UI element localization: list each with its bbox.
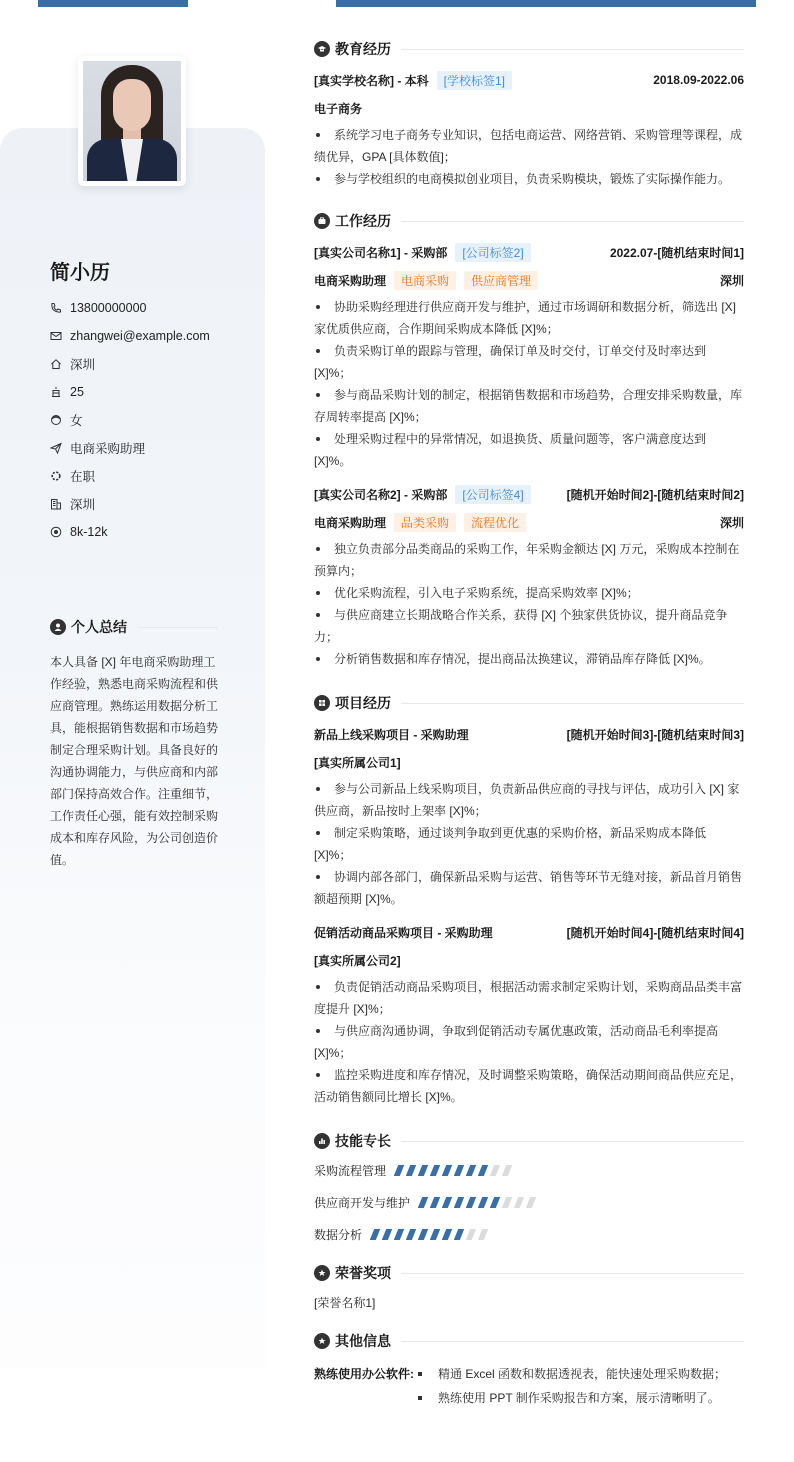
phone-value: 13800000000 [70, 301, 147, 315]
info-salary [50, 518, 210, 546]
top-accent-bar-left [38, 0, 188, 7]
project-period: [随机开始时间3]-[随机结束时间3] [566, 727, 744, 742]
skill-name: 数据分析 [314, 1227, 363, 1242]
skill-segment [526, 1197, 536, 1208]
honors-title-text: 荣誉奖项 [335, 1265, 391, 1281]
project-entry [314, 918, 744, 1108]
list-item: 精通 Excel 函数和数据透视表，能快速处理采购数据； [418, 1362, 726, 1386]
major: 电子商务 [314, 101, 363, 116]
skill-segment [442, 1197, 452, 1208]
divider [401, 1341, 744, 1342]
skills-heading [314, 1130, 744, 1152]
list-item: 优化采购流程，引入电子采购系统，提高采购效率 [X]%； [314, 582, 744, 604]
mail-icon [50, 330, 62, 342]
list-item: 与供应商沟通协调，争取到促销活动专属优惠政策，活动商品毛利率提高 [X]%； [314, 1024, 719, 1060]
divider [401, 49, 744, 50]
skill-level-bar [372, 1229, 492, 1240]
job-period: 2022.07-[随机结束时间1] [609, 245, 744, 260]
skill-tag: 电商采购 [394, 271, 456, 290]
list-item: 参与学校组织的电商模拟创业项目，负责采购模块，锻炼了实际操作能力。 [314, 168, 744, 190]
projects-title-text: 项目经历 [335, 695, 391, 711]
list-item: 分析销售数据和库存情况，提出商品汰换建议，滞销品库存降低 [X]%。 [314, 648, 744, 670]
skill-segment [454, 1165, 464, 1176]
education-entry-header [314, 66, 744, 94]
skill-level-bar [420, 1197, 540, 1208]
city-value: 深圳 [70, 498, 96, 512]
project-period: [随机开始时间4]-[随机结束时间4] [566, 925, 744, 940]
skill-tag: 流程优化 [464, 513, 526, 532]
skill-row [314, 1218, 744, 1250]
info-email [50, 322, 210, 350]
project-name: 新品上线采购项目 - 采购助理 [314, 727, 469, 742]
job-header [314, 238, 744, 266]
summary-title-text: 个人总结 [71, 619, 127, 635]
skill-segment [418, 1229, 428, 1240]
info-status [50, 462, 210, 490]
project-bullets [314, 778, 744, 910]
education-title-text: 教育经历 [335, 41, 391, 57]
summary-heading [50, 617, 218, 637]
list-item: 监控采购进度和库存情况，及时调整采购策略，确保活动期间商品供应充足，活动销售额同比增长 [X]%。 [314, 1068, 743, 1104]
skill-segment [454, 1229, 464, 1240]
list-item: 制定采购策略，通过谈判争取到更优惠的采购价格，新品采购成本降低 [X]%； [314, 826, 707, 862]
bar-chart-icon [314, 1133, 330, 1149]
skill-segment [466, 1165, 476, 1176]
list-item: 负责采购订单的跟踪与管理，确保订单及时交付，订单交付及时率达到 [X]%； [314, 344, 707, 380]
education-heading [314, 38, 744, 60]
skill-segment [466, 1229, 476, 1240]
grid-icon [314, 695, 330, 711]
school-name: [真实学校名称] - 本科 [314, 73, 429, 88]
avatar [78, 56, 186, 186]
skill-segment [490, 1197, 500, 1208]
project-header [314, 918, 744, 946]
info-position [50, 434, 210, 462]
skill-row [314, 1154, 744, 1186]
skill-segment [514, 1197, 524, 1208]
job-bullets [314, 538, 744, 670]
list-item: 处理采购过程中的异常情况，如退换货、质量问题等，客户满意度达到 [X]%。 [314, 432, 707, 468]
skill-segment [418, 1197, 428, 1208]
divider [401, 1141, 744, 1142]
skills-title-text: 技能专长 [335, 1133, 391, 1149]
divider [401, 1273, 744, 1274]
education-period: 2018.09-2022.06 [653, 73, 744, 87]
list-item: 与供应商建立长期战略合作关系，获得 [X] 个独家供货协议，提升商品竞争力； [314, 608, 728, 644]
skill-row [314, 1186, 744, 1218]
send-icon [50, 442, 62, 454]
main-content [314, 38, 744, 1410]
skill-segment [502, 1197, 512, 1208]
status-icon [50, 470, 62, 482]
project-company: [真实所属公司1] [314, 755, 401, 770]
skill-segment [418, 1165, 428, 1176]
job-entry [314, 480, 744, 670]
other-label: 熟练使用办公软件: [314, 1367, 414, 1381]
skill-segment [394, 1165, 404, 1176]
salary-value: 8k-12k [70, 525, 108, 539]
skill-segment [430, 1229, 440, 1240]
education-bullets [314, 124, 744, 190]
info-home [50, 350, 210, 378]
info-age [50, 378, 210, 406]
age-icon [50, 386, 62, 398]
project-name: 促销活动商品采购项目 - 采购助理 [314, 925, 493, 940]
skill-level-bar [396, 1165, 516, 1176]
status-value: 在职 [70, 470, 96, 484]
skill-segment [430, 1165, 440, 1176]
skill-segment [466, 1197, 476, 1208]
salary-icon [50, 526, 62, 538]
info-city [50, 490, 210, 518]
top-accent-bar-right [336, 0, 756, 7]
project-company: [真实所属公司2] [314, 953, 401, 968]
other-list [418, 1362, 726, 1410]
list-item: 负责促销活动商品采购项目，根据活动需求制定采购计划，采购商品品类丰富度提升 [X]%； [314, 980, 743, 1016]
info-phone [50, 294, 210, 322]
summary-text: 本人具备 [X] 年电商采购助理工作经验，熟悉电商采购流程和供应商管理。熟练运用数据分析工具，能根据销售数据和市场趋势制定合理采购计划。具备良好的沟通协调能力，与供应商和内部部门保持高效合作。注重细节，工作责任心强，能有效控制采购成本和库存风险，为公司创造价值。 [50, 655, 219, 867]
graduation-cap-icon [314, 41, 330, 57]
skill-segment [478, 1229, 488, 1240]
skill-segment [382, 1229, 392, 1240]
school-tag: [学校标签1] [437, 71, 512, 90]
contact-info-list [50, 294, 210, 546]
award-icon [314, 1333, 330, 1349]
skill-segment [406, 1229, 416, 1240]
skill-segment [490, 1165, 500, 1176]
work-title-text: 工作经历 [335, 213, 391, 229]
skill-tag: 供应商管理 [464, 271, 538, 290]
projects-heading [314, 692, 744, 714]
email-value: zhangwei@example.com [70, 329, 210, 343]
other-title-text: 其他信息 [335, 1333, 391, 1349]
job-entry [314, 238, 744, 472]
company-tag: [公司标签2] [455, 243, 530, 262]
job-location: 深圳 [719, 273, 744, 288]
project-entry [314, 720, 744, 910]
honors-heading [314, 1262, 744, 1284]
job-bullets [314, 296, 744, 472]
briefcase-icon [314, 213, 330, 229]
award-icon [314, 1265, 330, 1281]
skill-segment [454, 1197, 464, 1208]
job-role-row [314, 266, 744, 294]
list-item: 参与商品采购计划的制定，根据销售数据和市场趋势，合理安排采购数量，库存周转率提高 [X]%； [314, 388, 743, 424]
user-icon [50, 619, 66, 635]
profile-photo [83, 61, 181, 181]
other-heading [314, 1330, 744, 1352]
age-value: 25 [70, 385, 84, 399]
divider [401, 221, 744, 222]
company-name: [真实公司名称1] - 采购部 [314, 245, 448, 260]
project-bullets [314, 976, 744, 1108]
skill-segment [442, 1229, 452, 1240]
job-location: 深圳 [719, 515, 744, 530]
list-item: 独立负责部分品类商品的采购工作，年采购金额达 [X] 万元，采购成本控制在预算内； [314, 542, 740, 578]
skill-segment [502, 1165, 512, 1176]
skill-segment [394, 1229, 404, 1240]
company-name: [真实公司名称2] - 采购部 [314, 487, 448, 502]
info-gender [50, 406, 210, 434]
home-value: 深圳 [70, 358, 96, 372]
skill-segment [442, 1165, 452, 1176]
other-info-row [314, 1362, 744, 1410]
company-tag: [公司标签4] [455, 485, 530, 504]
skill-tag: 品类采购 [394, 513, 456, 532]
project-header [314, 720, 744, 748]
project-company-row [314, 748, 744, 776]
list-item: 系统学习电子商务专业知识，包括电商运营、网络营销、采购管理等课程，成绩优异，GPA [具体数值]； [314, 128, 743, 164]
list-item: 协助采购经理进行供应商开发与维护，通过市场调研和数据分析，筛选出 [X] 家优质供应商，合作期间采购成本降低 [X]%； [314, 300, 737, 336]
skill-segment [478, 1197, 488, 1208]
skill-segment [478, 1165, 488, 1176]
work-heading [314, 210, 744, 232]
gender-icon [50, 414, 62, 426]
building-icon [50, 498, 62, 510]
gender-value: 女 [70, 414, 83, 428]
profile-name: 简小历 [50, 262, 110, 284]
list-item: 参与公司新品上线采购项目，负责新品供应商的寻找与评估，成功引入 [X] 家供应商，新品按时上架率 [X]%； [314, 782, 740, 818]
phone-icon [50, 302, 62, 314]
list-item: 协调内部各部门，确保新品采购与运营、销售等环节无缝对接，新品首月销售额超预期 [X]%。 [314, 870, 743, 906]
skill-name: 供应商开发与维护 [314, 1195, 411, 1210]
skill-segment [430, 1197, 440, 1208]
divider [401, 703, 744, 704]
skill-segment [370, 1229, 380, 1240]
divider [137, 627, 218, 628]
job-role: 电商采购助理 [314, 515, 387, 530]
education-major-row [314, 94, 744, 122]
project-company-row [314, 946, 744, 974]
position-value: 电商采购助理 [70, 442, 146, 456]
job-role: 电商采购助理 [314, 273, 387, 288]
skill-name: 采购流程管理 [314, 1163, 387, 1178]
home-icon [50, 358, 62, 370]
honor-item: [荣誉名称1] [314, 1296, 376, 1310]
job-header [314, 480, 744, 508]
skill-segment [406, 1165, 416, 1176]
job-period: [随机开始时间2]-[随机结束时间2] [566, 487, 744, 502]
list-item: 熟练使用 PPT 制作采购报告和方案，展示清晰明了。 [418, 1386, 726, 1410]
job-role-row [314, 508, 744, 536]
